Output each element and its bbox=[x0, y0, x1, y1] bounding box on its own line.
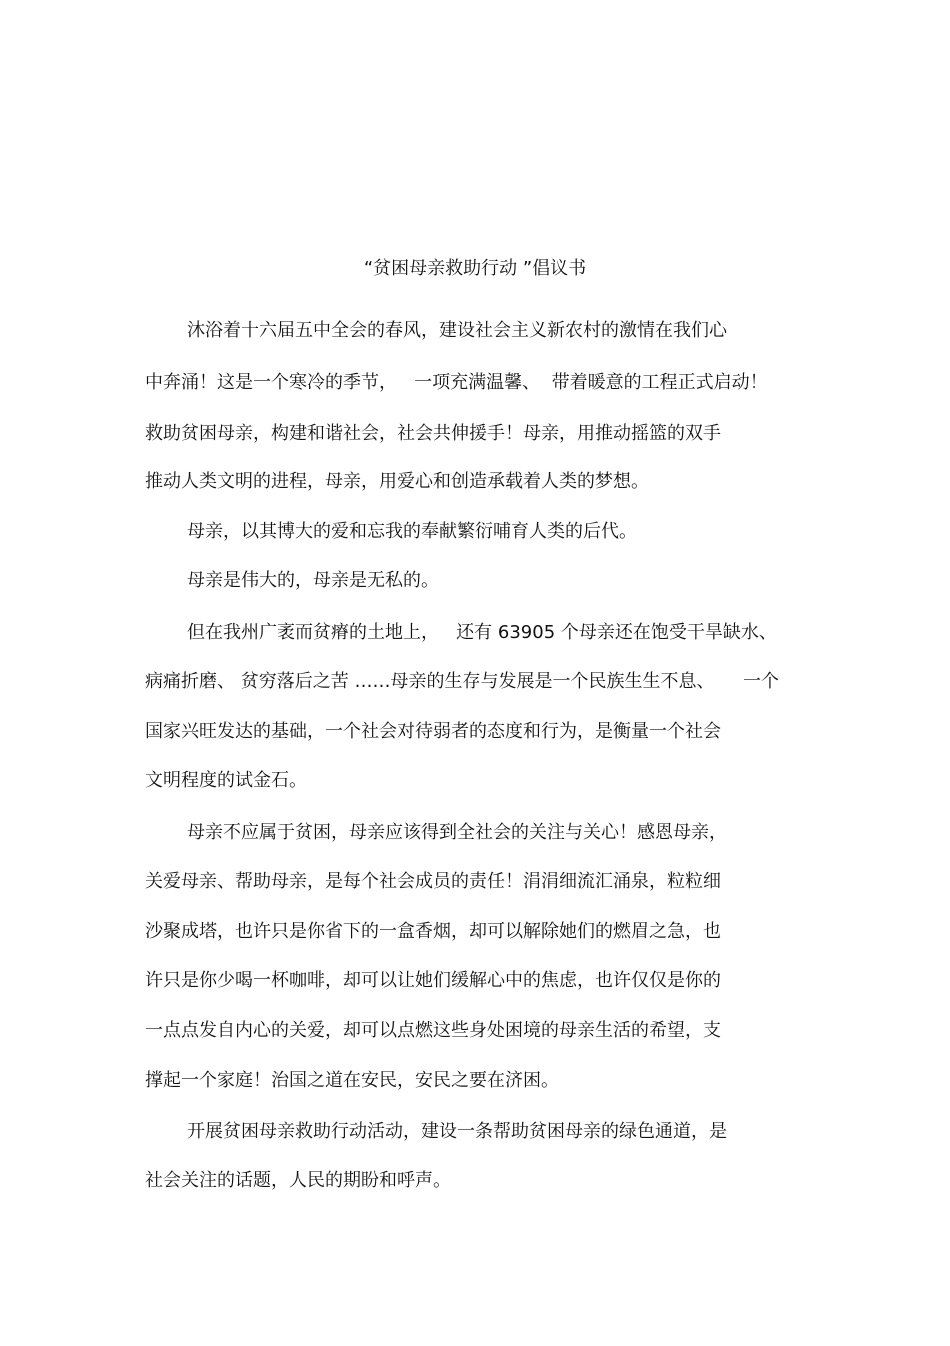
paragraph-line: 救助贫困母亲，构建和谐社会，社会共伸援手！母亲，用推动摇篮的双手 bbox=[145, 423, 721, 444]
paragraph-line: 母亲，以其博大的爱和忘我的奉献繁衍哺育人类的后代。 bbox=[187, 521, 637, 542]
paragraph-line: 社会关注的话题，人民的期盼和呼声。 bbox=[145, 1170, 451, 1191]
paragraph-line: 母亲不应属于贫困，母亲应该得到全社会的关注与关心！感恩母亲， bbox=[187, 822, 727, 843]
paragraph-line: 病痛折磨、 贫穷落后之苦 ……母亲的生存与发展是一个民族生生不息、 一个 bbox=[145, 671, 780, 692]
paragraph-line: 开展贫困母亲救助行动活动，建设一条帮助贫困母亲的绿色通道，是 bbox=[187, 1121, 727, 1142]
paragraph-line: 母亲是伟大的，母亲是无私的。 bbox=[187, 570, 439, 591]
paragraph-line: 文明程度的试金石。 bbox=[145, 770, 307, 791]
paragraph-line: 但在我州广袤而贫瘠的土地上， 还有 63905 个母亲还在饱受干旱缺水、 bbox=[187, 622, 777, 643]
document-title: “贫困母亲救助行动 ”倡议书 bbox=[363, 258, 587, 279]
paragraph-line: 国家兴旺发达的基础，一个社会对待弱者的态度和行为，是衡量一个社会 bbox=[145, 721, 721, 742]
paragraph-line: 许只是你少喝一杯咖啡，却可以让她们缓解心中的焦虑，也许仅仅是你的 bbox=[145, 970, 721, 991]
paragraph-line: 沙聚成塔，也许只是你省下的一盒香烟，却可以解除她们的燃眉之急，也 bbox=[145, 921, 721, 942]
paragraph-line: 沐浴着十六届五中全会的春风，建设社会主义新农村的激情在我们心 bbox=[187, 320, 727, 341]
paragraph-line: 关爱母亲、帮助母亲，是每个社会成员的责任！涓涓细流汇涌泉，粒粒细 bbox=[145, 871, 721, 892]
paragraph-line: 推动人类文明的进程，母亲，用爱心和创造承载着人类的梦想。 bbox=[145, 471, 649, 492]
paragraph-line: 中奔涌！这是一个寒冷的季节， 一项充满温馨、 带着暖意的工程正式启动！ bbox=[145, 372, 768, 393]
paragraph-line: 一点点发自内心的关爱，却可以点燃这些身处困境的母亲生活的希望，支 bbox=[145, 1020, 721, 1041]
paragraph-line: 撑起一个家庭！治国之道在安民，安民之要在济困。 bbox=[145, 1070, 559, 1091]
